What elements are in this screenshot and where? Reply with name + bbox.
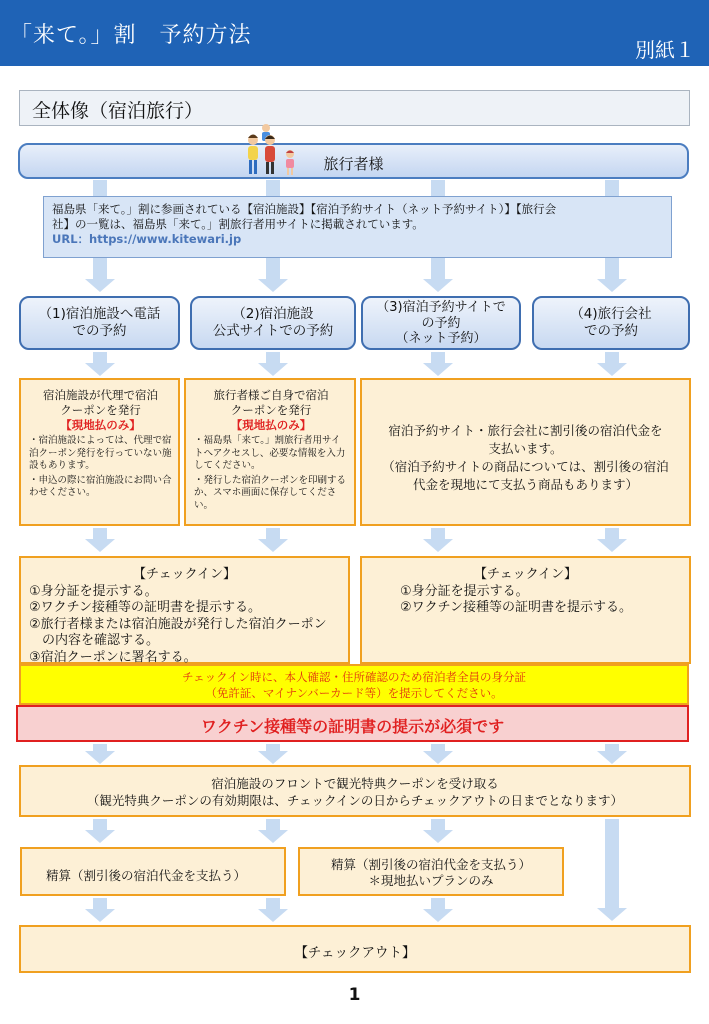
flow-arrow — [258, 744, 288, 764]
flow-arrow — [85, 180, 115, 196]
flow-arrow — [597, 352, 627, 376]
checkin-step: ③宿泊クーポンに署名する。 — [29, 649, 197, 665]
flow-arrow — [258, 819, 288, 843]
method-travel-agency: （4)旅行会社 での予約 — [532, 296, 690, 350]
self-coupon-box: 旅行者様ご自身で宿泊 クーポンを発行 【現地払のみ】 ・福島県「来て。」割旅行者用サイトへアクセスし、必要な情報を入力してください。 ・発行した宿泊クーポンを印刷するか、スマホ画面に保存してください。 — [184, 378, 356, 526]
flow-arrow — [597, 528, 627, 552]
page-header — [0, 0, 709, 66]
checkin-step: ①身分証を提示する。 — [400, 583, 529, 599]
checkin-step: ①身分証を提示する。 — [29, 583, 158, 599]
flow-arrow — [258, 180, 288, 196]
facility-listing-note: 福島県「来て。」割に参画されている【宿泊施設】【宿泊予約サイト（ネット予約サイト）】【旅行会 社】の一覧は、福島県「来て。」割旅行者用サイトに掲載されています。 URL：https://www.kitewari.jp — [43, 196, 672, 258]
flow-arrow — [423, 819, 453, 843]
page-title: 「来て。」割 予約方法 — [10, 23, 252, 48]
flow-arrow — [597, 180, 627, 196]
flow-arrow — [85, 898, 115, 922]
proxy-coupon-box: 宿泊施設が代理で宿泊 クーポンを発行 【現地払のみ】 ・宿泊施設によっては、代理で宿泊クーポン発行を行っていない施設もあります。 ・申込の際に宿泊施設にお問い合わせください。 — [19, 378, 180, 526]
traveler-label: 旅行者様 — [323, 155, 384, 173]
flow-arrow — [258, 352, 288, 376]
flow-arrow — [597, 744, 627, 764]
checkout-box: 【チェックアウト】 — [19, 925, 691, 973]
prepayment-box: 宿泊予約サイト・旅行会社に割引後の宿泊代金を 支払います。 （宿泊予約サイトの商品については、割引後の宿泊 代金を現地にて支払う商品もあります） — [360, 378, 691, 526]
flow-arrow — [423, 258, 453, 292]
checkin-step: の内容を確認する。 — [29, 633, 160, 648]
kitewari-url: URL：https://www.kitewari.jp — [52, 232, 242, 246]
flow-arrow — [85, 744, 115, 764]
method-phone: （1)宿泊施設へ電話 での予約 — [19, 296, 180, 350]
flow-arrow — [423, 528, 453, 552]
flow-arrow — [423, 898, 453, 922]
traveler-box — [18, 143, 689, 179]
flow-arrow — [258, 898, 288, 922]
flow-arrow — [597, 819, 627, 921]
checkin-step: ②ワクチン接種等の証明書を提示する。 — [400, 600, 633, 615]
settlement-box: 精算（割引後の宿泊代金を支払う） — [20, 847, 286, 896]
family-illustration-icon — [238, 118, 302, 176]
id-warning-banner: チェックイン時に、本人確認・住所確認のため宿泊者全員の身分証 （免許証、マイナンバーカード等）を提示してください。 — [19, 664, 689, 705]
flow-arrow — [85, 258, 115, 292]
flow-arrow — [423, 744, 453, 764]
flow-arrow — [85, 528, 115, 552]
flow-arrow — [258, 258, 288, 292]
method-booking-site: （3)宿泊予約サイトで の予約 （ネット予約） — [361, 296, 521, 350]
flow-arrow — [85, 352, 115, 376]
flow-arrow — [423, 180, 453, 196]
checkin-step: ②ワクチン接種等の証明書を提示する。 — [29, 600, 262, 615]
onsite-payment-only-label: 【現地払のみ】 — [60, 418, 141, 432]
front-desk-coupon-box: 宿泊施設のフロントで観光特典クーポンを受け取る （観光特典クーポンの有効期限は、チェックインの日からチェックアウトの日までとなります） — [19, 765, 691, 817]
attachment-label: 別紙１ — [635, 38, 695, 62]
vaccine-required-banner: ワクチン接種等の証明書の提示が必須です — [16, 705, 689, 742]
method-official-site: （2)宿泊施設 公式サイトでの予約 — [190, 296, 356, 350]
checkin-step: ②旅行者様または宿泊施設が発行した宿泊クーポン — [29, 616, 327, 632]
flow-arrow — [597, 258, 627, 292]
onsite-payment-only-label: 【現地払のみ】 — [230, 418, 312, 432]
checkin-box-onsite: 【チェックイン】 ①身分証を提示する。 ②ワクチン接種等の証明書を提示する。 ②旅行者様または宿泊施設が発行した宿泊クーポン の内容を確認する。 ③宿泊クーポンに署名する。 — [19, 556, 350, 664]
overview-label: 全体像（宿泊旅行） — [19, 90, 690, 126]
flow-arrow — [85, 819, 115, 843]
page-number: 1 — [348, 985, 361, 1005]
flow-arrow — [423, 352, 453, 376]
settlement-box-onsite-plan: 精算（割引後の宿泊代金を支払う） ＊現地払いプランのみ — [298, 847, 564, 896]
flow-arrow — [258, 528, 288, 552]
checkin-box-prepaid: 【チェックイン】 ①身分証を提示する。 ②ワクチン接種等の証明書を提示する。 — [360, 556, 691, 664]
